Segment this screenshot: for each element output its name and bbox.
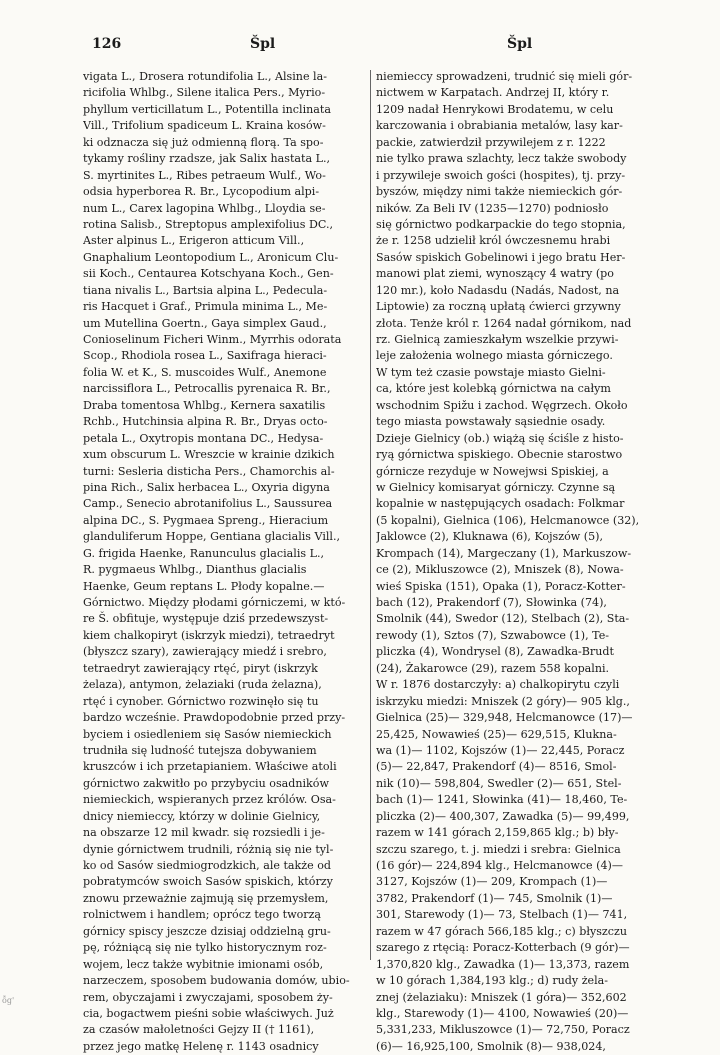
text-line: 3782, Prakendorf (1)— 745, Smolnik (1)— — [376, 891, 613, 905]
text-line: R. pygmaeus Whlbg., Dianthus glacialis — [83, 563, 307, 577]
text-line: Dzieje Gielnicy (ob.) wiążą się ściśle z histo- — [376, 431, 624, 445]
text-line: Scop., Rhodiola rosea L., Saxifraga hieraci- — [83, 349, 327, 363]
text-line: 301, Starewody (1)— 73, Stelbach (1)— 741, — [376, 908, 628, 922]
text-line: sii Koch., Centaurea Kotschyana Koch., Gen- — [83, 267, 334, 281]
text-line: dynie górnictwem trudnili, różnią się nie tyl- — [83, 842, 334, 856]
text-line: górnicy spiscy jeszcze dzisiaj oddzielną gru- — [83, 924, 331, 938]
left-text-column — [83, 69, 369, 1055]
text-line: i przywileje swoich gości (hospites), tj. przy- — [376, 168, 626, 182]
text-line: znowu przeważnie zajmują się przemysłem, — [83, 891, 329, 905]
text-line: pina Rich., Salix herbacea L., Oxyria digyna — [83, 480, 330, 494]
text-line: bach (1)— 1241, Słowinka (41)— 18,460, Te- — [376, 793, 628, 807]
text-line: Liptowie) za roczną upłatą ćwierci grzywny — [376, 300, 621, 314]
text-line: się górnictwo podkarpackie do tego stopnia, — [376, 217, 626, 231]
text-line: dnicy niemieccy, którzy w dolinie Gielnicy, — [83, 809, 321, 823]
text-line: xum obscurum L. Wreszcie w krainie dzikich — [83, 448, 335, 462]
text-line: że r. 1258 udzielił król ówczesnemu hrabi — [376, 234, 611, 248]
text-line: górnicze rezyduje w Nowejwsi Spiskiej, a — [376, 464, 609, 478]
text-line: ko od Sasów siedmiogrodzkich, ale także od — [83, 859, 331, 872]
text-line: ris Hacquet i Graf., Primula minima L., Me- — [83, 300, 328, 314]
text-line: tykamy rośliny rzadsze, jak Salix hastata L., — [83, 152, 331, 166]
text-line: 120 mr.), koło Nadasdu (Nadás, Nadost, na — [376, 283, 620, 297]
text-line: (błyszcz szary), zawierający miedź i srebro, — [83, 645, 327, 659]
text-line: pliczka (2)— 400,307, Zawadka (5)— 99,499, — [376, 809, 630, 823]
right-text-column — [376, 69, 662, 1055]
text-line: nie tylko prawa szlachty, lecz także swobody — [376, 152, 627, 166]
text-line: złota. Tenże król r. 1264 nadał górnikom, nad — [376, 316, 632, 330]
text-line: 3127, Kojszów (1)— 209, Krompach (1)— — [376, 875, 608, 889]
text-line: nik (10)— 598,804, Swedler (2)— 651, Stel- — [376, 776, 622, 790]
text-line: 25,425, Nowawieś (25)— 629,515, Kluknа- — [376, 727, 617, 741]
text-line: glanduliferum Hoppe, Gentiana glacialis Vill., — [83, 530, 341, 544]
text-line: bach (12), Prakendorf (7), Słowinka (74), — [376, 596, 607, 609]
text-line: tetraedryt zawierający rtęć, piryt (iskrzyk — [83, 661, 318, 675]
text-line: wieś Spiska (151), Opaka (1), Poracz-Kotter- — [376, 579, 626, 593]
text-line: vigata L., Drosera rotundifolia L., Alsine la- — [83, 70, 327, 83]
page-header — [0, 36, 720, 56]
text-line: na obszarze 12 mil kwadr. się rozsiedli i je- — [83, 826, 325, 840]
text-line: tiana nivalis L., Bartsia alpina L., Pedecula- — [83, 283, 328, 297]
text-line: kiem chalkopiryt (iskrzyk miedzi), tetraedryt — [83, 628, 335, 642]
text-line: pliczka (4), Wondrysel (8), Zawadka-Brudt — [376, 645, 614, 659]
text-line: cia, bogactwem pieśni sobie właściwych. Już — [83, 1006, 334, 1020]
text-line: szarego z rtęcią: Poracz-Kotterbach (9 gór)— — [376, 941, 630, 955]
text-line: phyllum verticillatum L., Potentilla inclinata — [83, 102, 331, 116]
text-line: ryą górnictwa spiskiego. Obecnie starostwo — [376, 448, 623, 462]
text-line: iskrzyku miedzi: Mniszek (2 góry)— 905 klg., — [376, 694, 630, 708]
text-line: ricifolia Whlbg., Silene italica Pers., Myrio- — [83, 86, 326, 100]
text-line: (6)— 16,925,100, Smolnik (8)— 938,024, — [376, 1039, 606, 1053]
text-line: ca, które jest kolebką górnictwa na całym — [376, 382, 611, 396]
text-line: 5,331,233, Mikluszowce (1)— 72,750, Poracz — [376, 1023, 630, 1037]
text-line: rtęć i cynober. Górnictwo rozwinęło się tu — [83, 694, 319, 708]
text-line: rewody (1), Sztos (7), Szwabowce (1), Te- — [376, 628, 610, 642]
text-line: num L., Carex lagopina Whlbg., Lloydia se- — [83, 201, 326, 215]
text-line: ce (2), Mikluszowce (2), Mniszek (8), Nowa- — [376, 563, 624, 577]
text-line: re Š. obfituje, występuje dziś przedewszyst- — [83, 612, 329, 626]
text-line: Krompach (14), Margeczany (1), Markuszow- — [376, 546, 632, 560]
text-line: turni: Sesleria disticha Pers., Chamorchis al- — [83, 464, 335, 478]
text-line: manowi plat ziemi, wynoszący 4 watry (po — [376, 267, 614, 281]
text-line: byciem i osiedleniem się Sasów niemieckich — [83, 727, 332, 741]
text-line: (5 kopalni), Gielnica (106), Helcmanowce (32), — [376, 513, 640, 527]
text-line: Camp., Senecio abrotanifolius L., Saussurea — [83, 497, 333, 511]
text-line: wschodnim Spižu i zachod. Węgrzech. Około — [376, 398, 628, 412]
text-line: karczowania i obrabiania metalów, lasy kar- — [376, 119, 623, 133]
text-line: narzeczem, sposobem budowania domów, ubio- — [83, 974, 350, 988]
text-line: packie, zatwierdził przywilejem z r. 1222 — [376, 135, 606, 149]
text-line: (5)— 22,847, Prakendorf (4)— 8516, Smol- — [376, 760, 617, 774]
text-line: pobratymców swoich Sasów spiskich, którzy — [83, 875, 333, 889]
text-line: 1,370,820 klg., Zawadka (1)— 13,373, razem — [376, 957, 630, 971]
text-line: leje założenia wolnego miasta górniczego. — [376, 349, 613, 363]
text-line: razem w 141 górach 2,159,865 klg.; b) bły- — [376, 826, 619, 840]
text-line: alpina DC., S. Pygmaea Spreng., Hieracium — [83, 513, 329, 527]
text-line: folia W. et K., S. muscoides Wulf., Anemone — [83, 365, 327, 379]
text-line: znej (żelaziaku): Mniszek (1 góra)— 352,602 — [376, 990, 627, 1004]
text-line: kruszców i ich przetapianiem. Właściwe atoli — [83, 760, 337, 774]
text-line: żelaza), antymon, żelaziaki (ruda żelazna), — [83, 678, 322, 692]
running-head-left: Špl — [250, 36, 276, 52]
text-line: szczu szarego, t. j. miedzi i srebra: Gielnica — [376, 842, 621, 856]
text-line: niemieckich, wspieranych przez królów. Osa- — [83, 793, 336, 807]
text-line: za czasów małoletności Gejzy II († 1161), — [83, 1023, 315, 1037]
text-line: bardzo wcześnie. Prawdopodobnie przed przy- — [83, 711, 346, 725]
text-line: pę, różniącą się nie tylko historycznym roz- — [83, 941, 327, 955]
text-line: Gnaphalium Leontopodium L., Aronicum Clu- — [83, 250, 339, 264]
text-line: Jaklowce (2), Kluknawa (6), Kojszów (5), — [376, 530, 604, 544]
scan-mark: ỗg' — [2, 996, 15, 1005]
text-line: odsia hyperborea R. Br., Lycopodium alpi- — [83, 185, 320, 199]
text-line: rolnictwem i handlem; oprócz tego tworzą — [83, 908, 322, 922]
text-line: nictwem w Karpatach. Andrzej II, który r. — [376, 86, 610, 100]
text-line: górnictwo zakwitło po przybyciu osadników — [83, 776, 329, 790]
text-line: rz. Gielnicą zamieszkałym wszelkie przywi- — [376, 333, 619, 346]
text-line: S. myrtinites L., Ribes petraeum Wulf., Wo- — [83, 168, 326, 182]
text-line: Vill., Trifolium spadiceum L. Kraina kosów- — [83, 119, 326, 133]
text-line: byszów, między nimi także niemieckich gór- — [376, 185, 623, 199]
text-line: petala L., Oxytropis montana DC., Hedysa- — [83, 431, 324, 445]
text-line: (24), Żakarowce (29), razem 558 kopalni. — [376, 661, 610, 675]
text-line: (16 gór)— 224,894 klg., Helcmanowce (4)— — [376, 859, 623, 872]
text-line: Haenke, Geum reptans L. Płody kopalne.— — [83, 579, 325, 593]
text-line: Smolnik (44), Swedor (12), Stelbach (2), Sta- — [376, 612, 630, 626]
text-line: tego miasta powstawały sąsiednie osady. — [376, 415, 606, 429]
text-line: Gielnica (25)— 329,948, Helcmanowce (17)— — [376, 711, 633, 725]
text-line: Draba tomentosa Whlbg., Kernera saxatilis — [83, 398, 326, 412]
text-line: trudniła się ludność tutejsza dobywaniem — [83, 743, 317, 757]
text-line: kopalnie w następujących osadach: Folkmar — [376, 497, 625, 511]
text-line: 1209 nadał Henrykowi Brodatemu, w celu — [376, 102, 614, 116]
text-line: um Mutellina Goertn., Gaya simplex Gaud., — [83, 316, 327, 330]
text-line: przez jego matkę Helenę r. 1143 osadnicy — [83, 1039, 319, 1053]
text-line: razem w 47 górach 566,185 klg.; c) błyszczu — [376, 924, 627, 938]
column-divider — [370, 70, 371, 960]
text-line: Aster alpinus L., Erigeron atticum Vill., — [83, 234, 305, 248]
text-line: narcissiflora L., Petrocallis pyrenaica R. Br., — [83, 382, 331, 396]
text-line: w 10 górach 1,384,193 klg.; d) rudy żela- — [376, 974, 609, 988]
text-line: Górnictwo. Między płodami górniczemi, w któ- — [83, 596, 346, 609]
text-line: Conioselinum Ficheri Winm., Myrrhis odorata — [83, 333, 342, 346]
text-line: ników. Za Beli IV (1235—1270) podniosło — [376, 201, 609, 215]
text-line: G. frigida Haenke, Ranunculus glacialis L., — [83, 546, 325, 560]
text-line: W r. 1876 dostarczyły: a) chalkopirytu czyli — [376, 678, 620, 692]
text-line: rem, obyczajami i zwyczajami, sposobem ży- — [83, 990, 333, 1004]
text-line: ki odznacza się już odmienną florą. Ta spo- — [83, 135, 324, 149]
text-line: w Gielnicy komisaryat górniczy. Czynne są — [376, 480, 616, 494]
text-line: klg., Starewody (1)— 4100, Nowawieś (20)— — [376, 1006, 629, 1020]
text-line: Rchb., Hutchinsia alpina R. Br., Dryas octo- — [83, 415, 328, 429]
page-number: 126 — [92, 36, 122, 52]
text-line: rotina Salisb., Streptopus amplexifolius DC., — [83, 217, 334, 231]
text-line: wa (1)— 1102, Kojszów (1)— 22,445, Poracz — [376, 743, 625, 757]
text-line: wojem, lecz także wybitnie imionami osób, — [83, 957, 324, 971]
text-line: Sasów spiskich Gobelinowi i jego bratu Her- — [376, 250, 626, 264]
text-line: niemieccy sprowadzeni, trudnić się mieli gór- — [376, 70, 633, 83]
text-line: W tym też czasie powstaje miasto Gielni- — [376, 365, 606, 379]
running-head-right: Špl — [507, 36, 533, 52]
